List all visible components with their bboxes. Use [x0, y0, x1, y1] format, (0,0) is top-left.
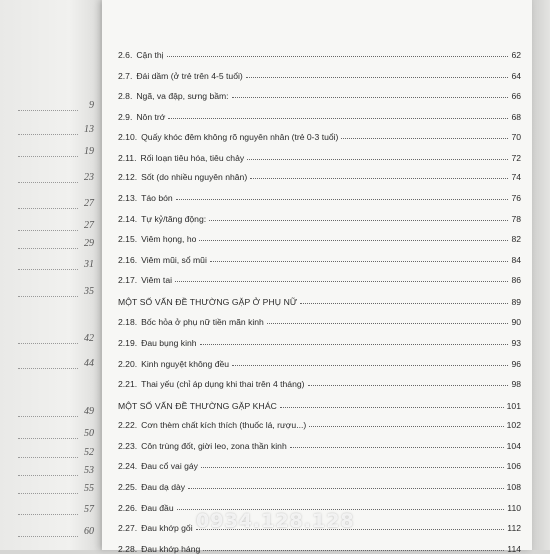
toc-entry	[118, 227, 521, 244]
toc-entry	[118, 372, 521, 389]
left-page-number: 57	[84, 504, 94, 515]
toc-entry	[118, 454, 521, 471]
toc-section-heading	[118, 290, 521, 307]
toc-entry-number: 2.15.	[118, 234, 138, 245]
toc-entry-number: 2.26.	[118, 502, 138, 513]
toc-entry-title: Thai yếu (chỉ áp dụng khi thai trên 4 tháng)	[141, 379, 305, 390]
toc-entry-title: Viêm họng, ho	[141, 234, 197, 245]
dot-leader	[18, 230, 78, 231]
toc-page-number: 70	[511, 132, 521, 143]
left-page-number: 53	[84, 465, 94, 476]
dot-leader	[168, 118, 508, 119]
phone-watermark: 0934.128.128	[196, 510, 355, 532]
toc-entry-title: Đau bụng kinh	[141, 337, 197, 348]
toc-entry	[118, 310, 521, 327]
toc-page-number: 112	[507, 523, 521, 534]
toc-entry	[118, 434, 521, 451]
left-page	[0, 0, 100, 550]
left-page-number: 50	[84, 428, 94, 439]
toc-page-number: 114	[507, 543, 521, 554]
toc-entry-title: Rối loạn tiêu hóa, tiêu chảy	[140, 152, 245, 163]
dot-leader	[341, 138, 508, 139]
toc-entry-title: Cận thị	[136, 50, 164, 60]
toc-page-number: 93	[511, 337, 521, 348]
toc-page-number: 86	[511, 275, 521, 286]
dot-leader	[18, 208, 78, 209]
toc-entry-title: Quấy khóc đêm không rõ nguyên nhân (trẻ 0-3 tuổi)	[141, 132, 339, 143]
dot-leader	[18, 493, 78, 494]
dot-leader	[18, 457, 78, 458]
left-page-number: 19	[84, 146, 94, 157]
toc-entry-number: 2.27.	[118, 523, 138, 534]
dot-leader	[246, 77, 509, 78]
dot-leader	[201, 467, 504, 468]
toc-page-number: 62	[511, 50, 521, 60]
toc-entry-number: 2.24.	[118, 461, 138, 472]
toc-page-number: 78	[511, 213, 521, 224]
dot-leader	[199, 240, 508, 241]
dot-leader	[309, 426, 503, 427]
toc-entry-title: Côn trùng đốt, giời leo, zona thần kinh	[141, 440, 287, 451]
left-page-number: 29	[84, 238, 94, 249]
toc-page-number: 68	[511, 111, 521, 122]
toc-entry-number: 2.9.	[118, 111, 133, 122]
toc-entry-number: 2.28.	[118, 543, 138, 554]
toc-entry	[118, 268, 521, 285]
toc-entry	[118, 413, 521, 430]
toc-page-number: 98	[511, 379, 521, 390]
toc-page-number: 64	[511, 70, 521, 81]
toc-entry-number: 2.17.	[118, 275, 138, 286]
toc-entry-number: 2.10.	[118, 132, 138, 143]
toc-page-number: 76	[511, 193, 521, 204]
toc-entry-title: Nôn trớ	[136, 111, 166, 122]
toc-entry-title: Tự kỷ/tăng động:	[141, 213, 207, 224]
toc-entry-title: Đau khớp háng	[141, 543, 201, 554]
toc-entry-number: 2.11.	[118, 152, 137, 163]
toc-entry-title: Ngã, va đập, sưng bầm:	[136, 91, 229, 102]
left-page-number: 55	[84, 483, 94, 494]
toc-entry	[118, 125, 521, 142]
dot-leader	[18, 296, 78, 297]
toc-entry-title: Viêm tai	[141, 275, 173, 286]
toc-entry	[118, 43, 521, 60]
toc-entry	[118, 475, 521, 492]
dot-leader	[209, 220, 508, 221]
toc-page-number: 102	[506, 420, 521, 431]
toc-entry-number: 2.7.	[118, 70, 133, 81]
toc-page-number: 96	[511, 358, 521, 369]
dot-leader	[18, 475, 78, 476]
toc-entry-number: 2.12.	[118, 172, 138, 183]
dot-leader	[308, 385, 509, 386]
left-page-number: 35	[84, 286, 94, 297]
dot-leader	[18, 416, 78, 417]
toc-entry-number: 2.19.	[118, 337, 138, 348]
dot-leader	[210, 261, 509, 262]
toc-entry-number: 2.8.	[118, 91, 133, 102]
dot-leader	[18, 343, 78, 344]
toc-entry-number: 2.13.	[118, 193, 138, 204]
toc-entry	[118, 64, 521, 81]
left-page-number: 27	[84, 198, 94, 209]
toc-entry-title: MỘT SỐ VẤN ĐỀ THƯỜNG GẶP KHÁC	[118, 400, 277, 411]
toc-entry-title: Đau cổ vai gáy	[141, 461, 198, 472]
toc-entry	[118, 105, 521, 122]
dot-leader	[18, 536, 78, 537]
toc-entry-number: 2.14.	[118, 213, 138, 224]
toc-page-number: 101	[506, 400, 521, 411]
toc-entry	[118, 207, 521, 224]
toc-entry-number: 2.25.	[118, 481, 138, 492]
dot-leader	[188, 488, 504, 489]
left-page-number: 9	[89, 100, 94, 111]
dot-leader	[18, 438, 78, 439]
left-page-number: 44	[84, 358, 94, 369]
dot-leader	[18, 514, 78, 515]
left-page-number: 31	[84, 259, 94, 270]
toc-entry	[118, 537, 521, 554]
toc-entry	[118, 248, 521, 265]
dot-leader	[280, 407, 504, 408]
dot-leader	[300, 303, 508, 304]
toc-page-number: 82	[511, 234, 521, 245]
dot-leader	[250, 178, 508, 179]
toc-entry-number: 2.6.	[118, 50, 133, 60]
dot-leader	[18, 269, 78, 270]
left-page-number: 23	[84, 172, 94, 183]
dot-leader	[18, 110, 78, 111]
toc-entry	[118, 84, 521, 101]
dot-leader	[176, 199, 509, 200]
toc-page-number: 106	[506, 461, 521, 472]
page-edge	[532, 0, 550, 550]
toc-page-number: 89	[511, 296, 521, 307]
toc-entry-number: 2.22.	[118, 420, 138, 431]
toc-entry	[118, 186, 521, 203]
left-page-number: 13	[84, 124, 94, 135]
left-page-number: 42	[84, 333, 94, 344]
toc-entry-title: Cơn thèm chất kích thích (thuốc lá, rượu...)	[141, 420, 307, 431]
left-page-number: 60	[84, 526, 94, 537]
toc-entry-title: Táo bón	[141, 193, 173, 204]
toc-page-number: 110	[507, 502, 521, 513]
toc-page-number: 84	[511, 254, 521, 265]
dot-leader	[232, 365, 508, 366]
toc-section-heading	[118, 394, 521, 411]
toc-entry-title: Đau khớp gối	[141, 523, 193, 534]
toc-entry-number: 2.21.	[118, 379, 138, 390]
left-page-number: 49	[84, 406, 94, 417]
toc-entry-title: Đau dạ dày	[141, 481, 186, 492]
left-page-number: 52	[84, 447, 94, 458]
toc-entry-number: 2.20.	[118, 358, 138, 369]
toc-page-number: 66	[511, 91, 521, 102]
dot-leader	[18, 248, 78, 249]
toc-page-number: 74	[511, 172, 521, 183]
toc-entry-number: 2.18.	[118, 317, 138, 328]
dot-leader	[18, 156, 78, 157]
toc-entry-title: Kinh nguyệt không đều	[141, 358, 230, 369]
dot-leader	[18, 134, 78, 135]
dot-leader	[167, 56, 509, 57]
toc-entry-title: MỘT SỐ VẤN ĐỀ THƯỜNG GẶP Ở PHỤ NỮ	[118, 296, 298, 307]
toc-entry	[118, 146, 521, 163]
left-page-number: 27	[84, 220, 94, 231]
toc-page-number: 108	[506, 481, 521, 492]
dot-leader	[267, 323, 509, 324]
toc-page-number: 90	[511, 317, 521, 328]
toc-entry-number: 2.16.	[118, 254, 138, 265]
toc-page	[102, 0, 532, 554]
dot-leader	[18, 368, 78, 369]
toc-entry	[118, 165, 521, 182]
toc-entry	[118, 331, 521, 348]
toc-page-number: 72	[511, 152, 521, 163]
toc-entry-title: Bốc hỏa ở phụ nữ tiền mãn kinh	[141, 317, 264, 328]
toc-entry-title: Viêm mũi, sổ mũi	[141, 254, 207, 265]
toc-page-number: 104	[506, 440, 521, 451]
toc-entry-title: Đái dầm (ở trẻ trên 4-5 tuổi)	[136, 70, 243, 81]
toc-entry	[118, 352, 521, 369]
dot-leader	[247, 159, 508, 160]
toc-entry-title: Đau đầu	[141, 502, 174, 513]
dot-leader	[18, 182, 78, 183]
dot-leader	[290, 447, 504, 448]
toc-entry-number: 2.23.	[118, 440, 138, 451]
dot-leader	[175, 281, 508, 282]
toc-entry-title: Sốt (do nhiều nguyên nhân)	[141, 172, 248, 183]
dot-leader	[200, 344, 509, 345]
dot-leader	[232, 97, 509, 98]
